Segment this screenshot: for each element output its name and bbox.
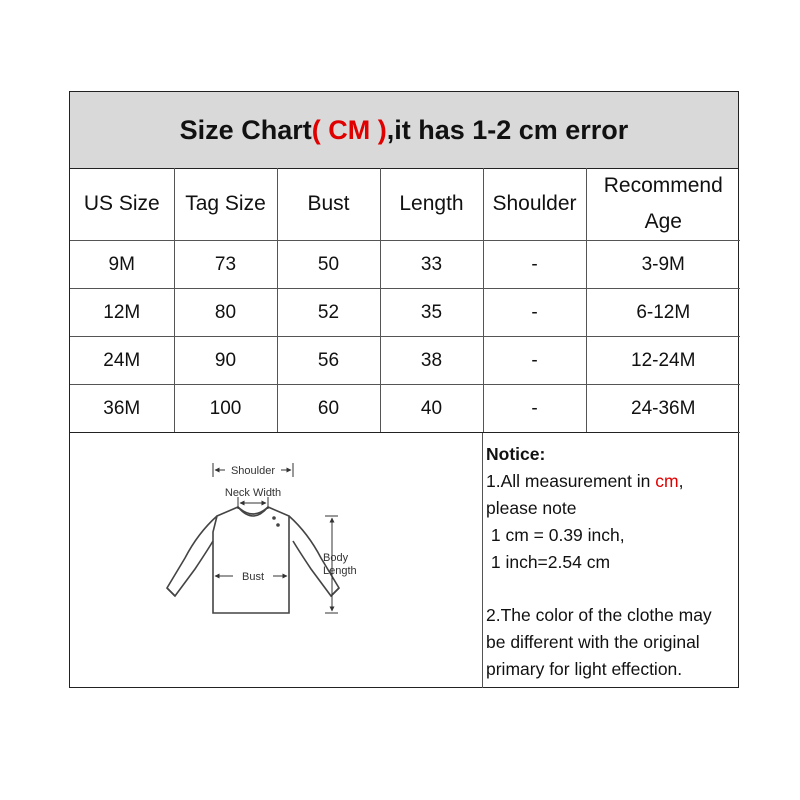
table-row <box>70 337 740 385</box>
notice-line-4: 1 inch=2.54 cm <box>486 552 611 572</box>
notice-panel <box>486 441 738 683</box>
sweater-diagram <box>70 433 483 688</box>
table-row <box>70 385 740 433</box>
cell-tag-size: 100 <box>174 385 277 433</box>
column-header-bust: Bust <box>277 168 380 241</box>
column-header-length: Length <box>380 168 483 241</box>
cell-shoulder: - <box>483 385 586 433</box>
cell-us-size: 9M <box>70 241 174 289</box>
cell-length: 40 <box>380 385 483 433</box>
measurement-diagram <box>70 433 483 688</box>
bust-label: Bust <box>241 571 265 583</box>
notice-title: Notice: <box>486 444 546 464</box>
column-header-tag-size: Tag Size <box>174 168 277 241</box>
size-table <box>70 168 740 433</box>
cell-bust: 56 <box>277 337 380 385</box>
cell-shoulder: - <box>483 241 586 289</box>
column-header-recommend-age <box>586 168 740 241</box>
sweater-outline <box>167 507 339 613</box>
cell-bust: 52 <box>277 289 380 337</box>
cell-tag-size: 90 <box>174 337 277 385</box>
table-header-row <box>70 168 740 241</box>
notice-unit: cm <box>655 471 679 491</box>
recommend-age-line1: Recommend <box>603 174 723 197</box>
title-unit: ( CM ) <box>311 114 387 145</box>
recommend-age-line2: Age <box>644 210 682 233</box>
button-dots <box>272 516 280 527</box>
cell-bust: 60 <box>277 385 380 433</box>
notice-line-6: be different with the original <box>486 632 700 652</box>
cell-shoulder: - <box>483 337 586 385</box>
notice-line-2: please note <box>486 498 577 518</box>
cell-tag-size: 73 <box>174 241 277 289</box>
cell-recommend-age: 6-12M <box>586 289 740 337</box>
cell-us-size: 36M <box>70 385 174 433</box>
cell-recommend-age: 24-36M <box>586 385 740 433</box>
column-header-shoulder: Shoulder <box>483 168 586 241</box>
cell-length: 33 <box>380 241 483 289</box>
notice-line-1-text: 1.All measurement in <box>486 471 656 491</box>
cell-us-size: 12M <box>70 289 174 337</box>
notice-line-3: 1 cm = 0.39 inch, <box>486 525 625 545</box>
shoulder-label: Shoulder <box>230 465 276 477</box>
cell-recommend-age: 12-24M <box>586 337 740 385</box>
notice-line-7: primary for light effection. <box>486 659 683 679</box>
cell-shoulder: - <box>483 289 586 337</box>
cell-length: 38 <box>380 337 483 385</box>
cell-tag-size: 80 <box>174 289 277 337</box>
table-row <box>70 289 740 337</box>
body-length-label-1: Body <box>323 552 349 564</box>
title-prefix: Size Chart <box>179 114 312 145</box>
bottom-section <box>70 432 738 687</box>
title-suffix: ,it has 1-2 cm error <box>386 114 629 145</box>
notice-line-1-comma: , <box>678 471 684 491</box>
cell-bust: 50 <box>277 241 380 289</box>
column-header-us-size: US Size <box>70 168 174 241</box>
size-chart <box>69 91 739 688</box>
notice-line-1 <box>486 468 738 495</box>
notice-line-5: 2.The color of the clothe may <box>486 605 712 625</box>
cell-length: 35 <box>380 289 483 337</box>
cell-recommend-age: 3-9M <box>586 241 740 289</box>
neck-width-label: Neck Width <box>224 487 282 499</box>
notice-spacer <box>486 576 738 602</box>
table-row <box>70 241 740 289</box>
chart-title <box>70 92 738 169</box>
cell-us-size: 24M <box>70 337 174 385</box>
body-length-label-2: Length <box>323 565 357 577</box>
